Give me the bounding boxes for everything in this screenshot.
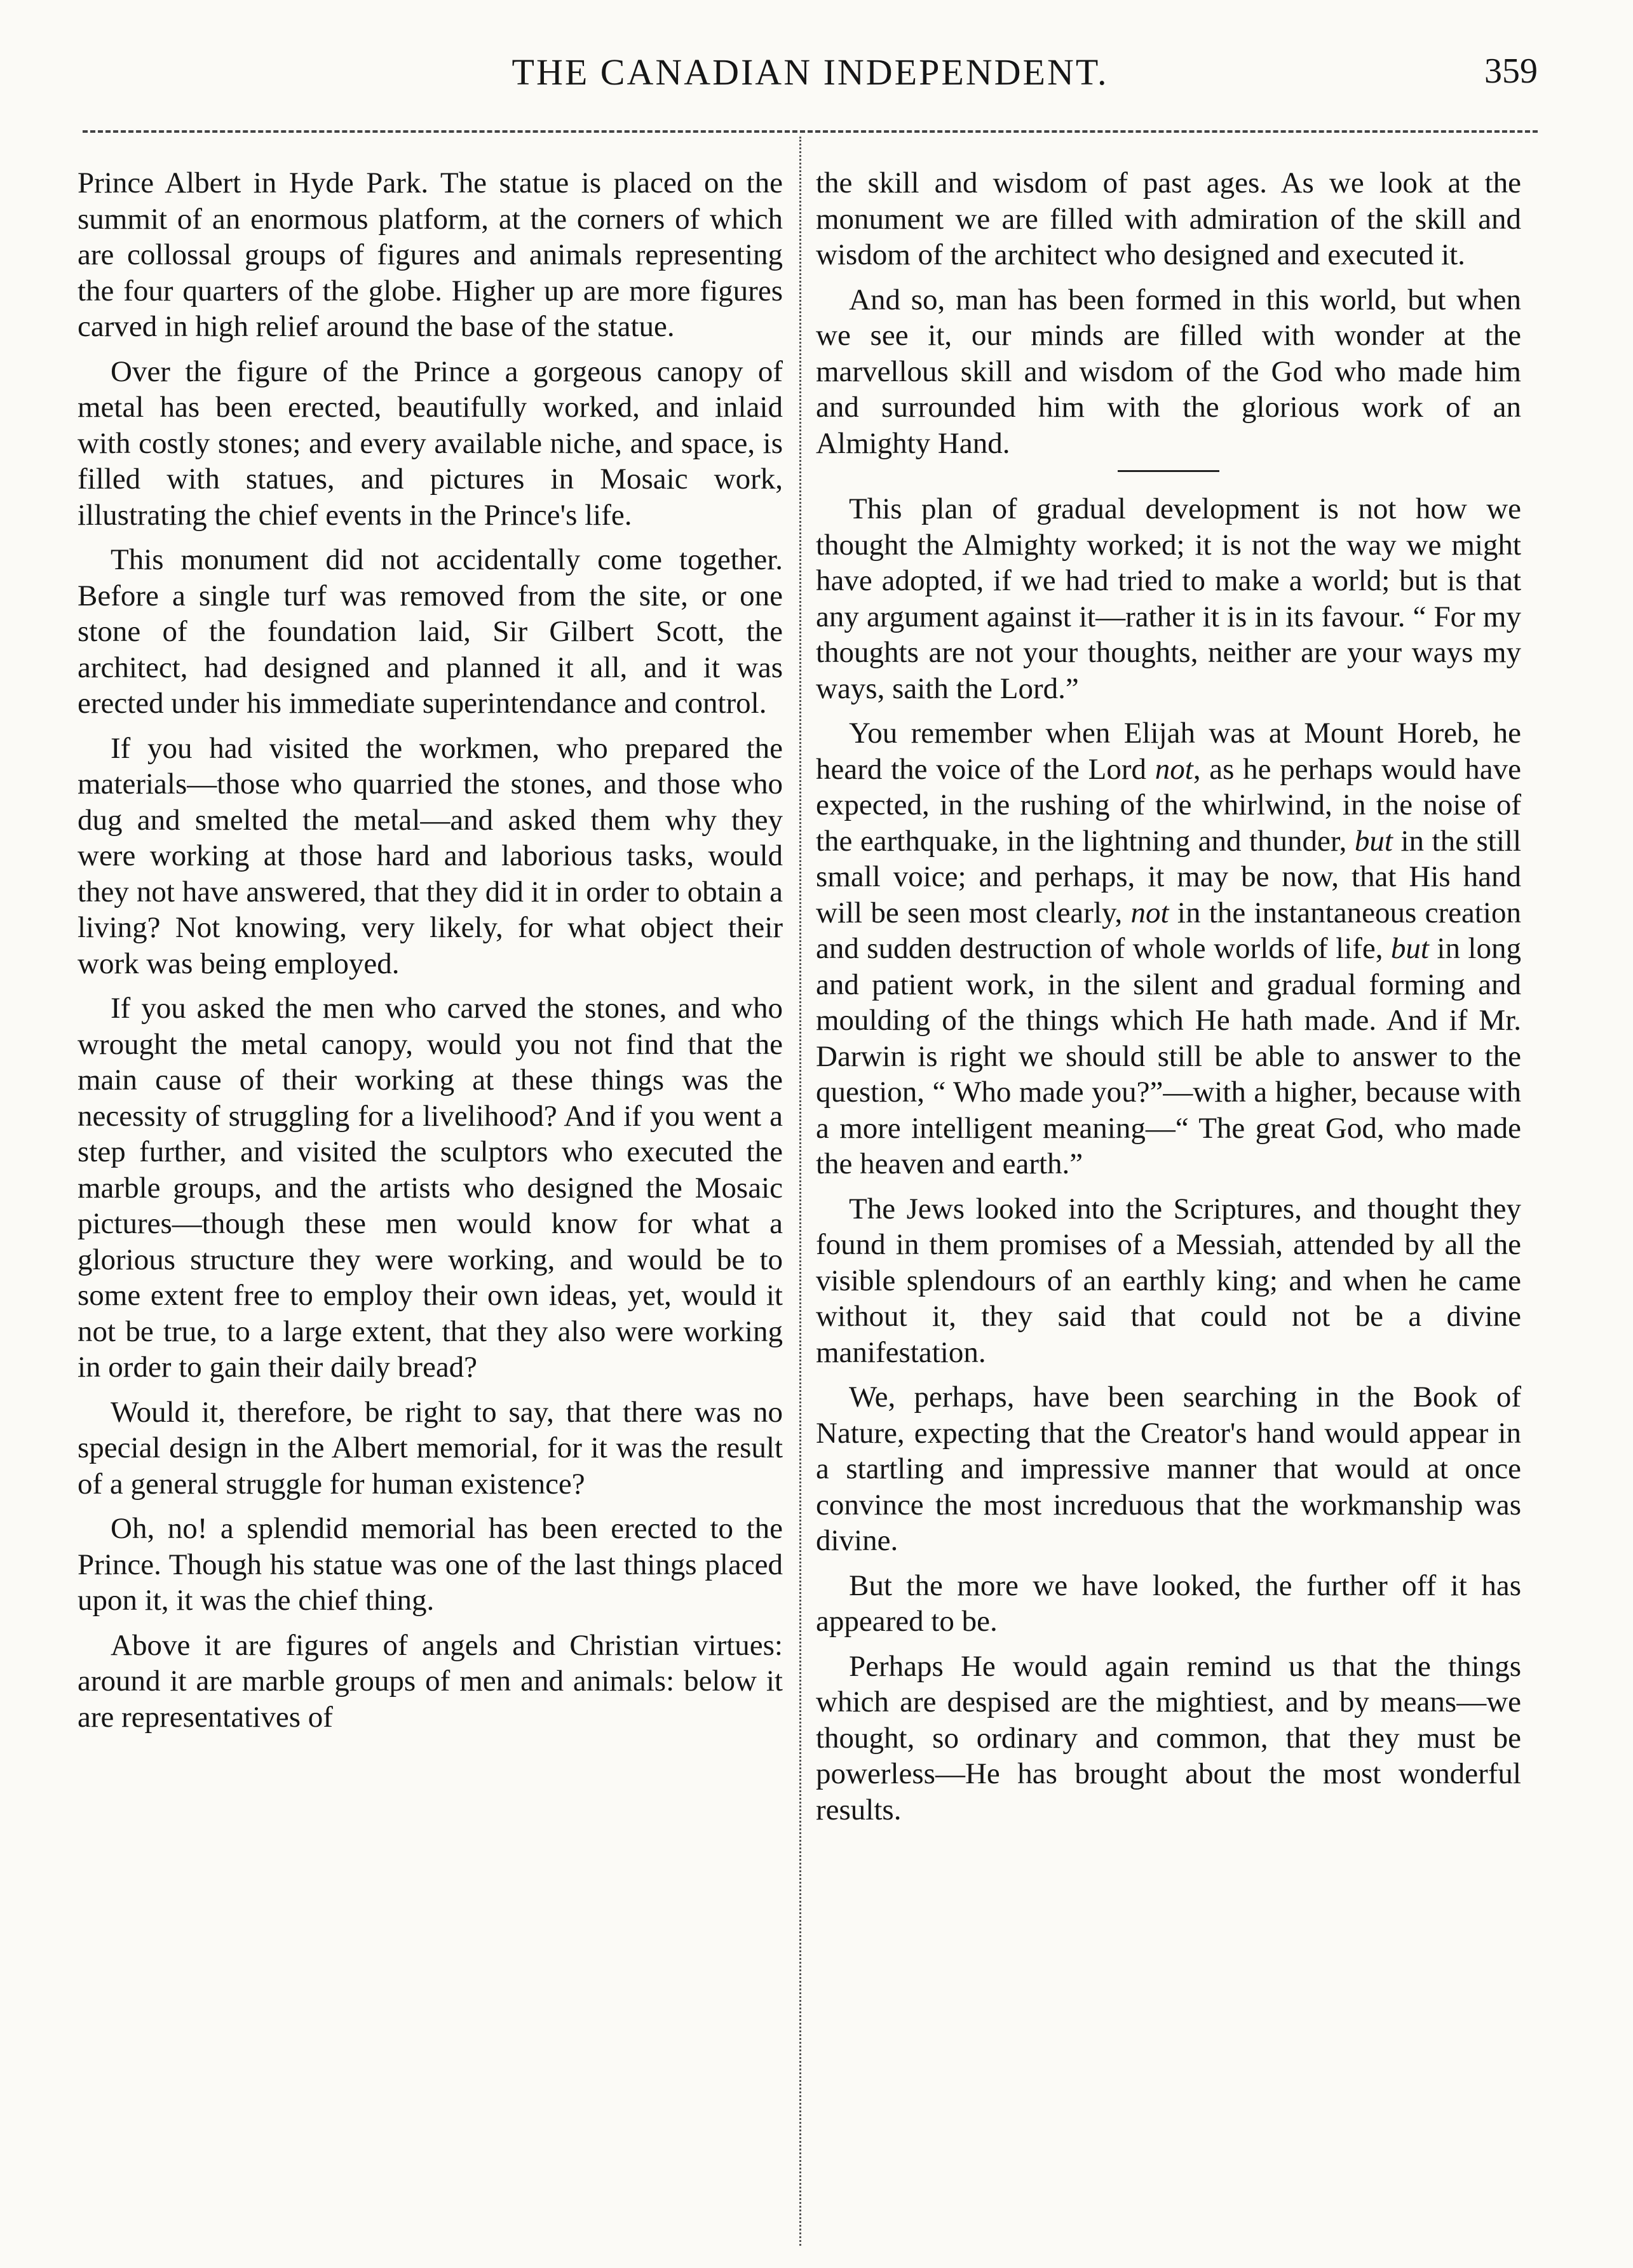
- paragraph: Above it are figures of angels and Christian virtues: around it are marble groups of men and animals: below it are representatives of: [78, 1628, 783, 1734]
- section-separator: [1118, 470, 1219, 472]
- paragraph: the skill and wisdom of past ages. As we look at the monument we are filled with admiration of the skill and wisdom of the architect who designed and executed it.: [816, 166, 1521, 271]
- text-run: in long and patient work, in the silent and gradual forming and moulding of the things which He hath made. And if Mr. Darwin is right we should still be able to answer to the question, “ Who made you?”—with a higher, because with a more intelligent meaning—“ The great God, who made the heaven and earth.”: [816, 932, 1521, 1180]
- left-column: [78, 165, 783, 1744]
- text-run: in the still small voice; and perhaps, it may be now, that His hand will be seen most clearly,: [816, 824, 1521, 929]
- paragraph: This plan of gradual development is not how we thought the Almighty worked; it is not the way we might have adopted, if we had tried to make a world; but is that any argument against it—rather it is in its favour. “ For my thoughts are not your thoughts, neither are your ways my ways, saith the Lord.”: [816, 492, 1521, 705]
- paragraph: If you asked the men who carved the stones, and who wrought the metal canopy, would you not find that the main cause of their working at these things was the necessity of struggling for a livelihood? And if you went a step further, and visited the sculptors who executed the marble groups, and the artists who designed the Mosaic pictures—though these men would know for what a glorious structure they were working, and would be to some extent free to employ their own ideas, yet, would it not be true, to a large extent, that they also were working in order to gain their daily bread?: [78, 992, 783, 1384]
- paragraph: But the more we have looked, the further off it has appeared to be.: [816, 1569, 1521, 1638]
- page-number: 359: [1484, 51, 1538, 91]
- paragraph: Perhaps He would again remind us that the things which are despised are the mightiest, and by means—we thought, so ordinary and common, that they must be powerless—He has brought about the most wonderful results.: [816, 1649, 1521, 1826]
- text-run: You remember when Elijah was at Mount Horeb, he heard the voice of the Lord: [816, 717, 1521, 786]
- text-run: in the instantaneous creation and sudden destruction of whole worlds of life,: [816, 896, 1521, 965]
- emphasis: but: [1390, 932, 1429, 965]
- paragraph: The Jews looked into the Scriptures, and thought they found in them promises of a Messiah, attended by all the visible splendours of an earthly king; and when he came without it, they said that could not be a divine manifestation.: [816, 1192, 1521, 1369]
- paragraph: If you had visited the workmen, who prepared the materials—those who quarried the stones, and those who dug and smelted the metal—and asked them why they were working at those hard and laborious tasks, would they not have answered, that they did it in order to obtain a living? Not knowing, very likely, for what object their work was being employed.: [78, 731, 783, 980]
- emphasis: not: [1130, 896, 1169, 929]
- text-run: , as he perhaps would have expected, in the rushing of the whirlwind, in the noise of the earthquake, in the lightning and thunder,: [816, 752, 1521, 858]
- right-column: [816, 165, 1521, 1837]
- emphasis: not: [1155, 752, 1193, 786]
- paragraph: Over the figure of the Prince a gorgeous canopy of metal has been erected, beautifully worked, and inlaid with costly stones; and every available niche, and space, is filled with statues, and pictures in Mosaic work, illustrating the chief events in the Prince's life.: [78, 354, 783, 532]
- column-divider: [799, 137, 801, 2246]
- paragraph: [816, 715, 1521, 1182]
- emphasis: but: [1354, 824, 1393, 858]
- journal-title: THE CANADIAN INDEPENDENT.: [512, 51, 1109, 93]
- paragraph: Prince Albert in Hyde Park. The statue is placed on the summit of an enormous platform, at the corners of which are collossal groups of figures and animals representing the four quarters of the globe. Higher up are more figures carved in high relief around the base of the statue.: [78, 166, 783, 343]
- paragraph: This monument did not accidentally come together. Before a single turf was removed from the site, or one stone of the foundation laid, Sir Gilbert Scott, the architect, had designed and planned it all, and it was erected under his immediate superintendance and control.: [78, 543, 783, 720]
- running-head: [83, 51, 1538, 102]
- header-rule: [83, 130, 1538, 133]
- paragraph: And so, man has been formed in this world, but when we see it, our minds are filled with wonder at the marvellous skill and wisdom of the God who made him and surrounded him with the glorious work of an Almighty Hand.: [816, 283, 1521, 460]
- paragraph: Would it, therefore, be right to say, that there was no special design in the Albert memorial, for it was the result of a general struggle for human existence?: [78, 1395, 783, 1501]
- paragraph: Oh, no! a splendid memorial has been erected to the Prince. Though his statue was one of the last things placed upon it, it was the chief thing.: [78, 1512, 783, 1617]
- paragraph: We, perhaps, have been searching in the Book of Nature, expecting that the Creator's hand would appear in a startling and impressive manner that would at once convince the most increduous that the workmanship was divine.: [816, 1380, 1521, 1557]
